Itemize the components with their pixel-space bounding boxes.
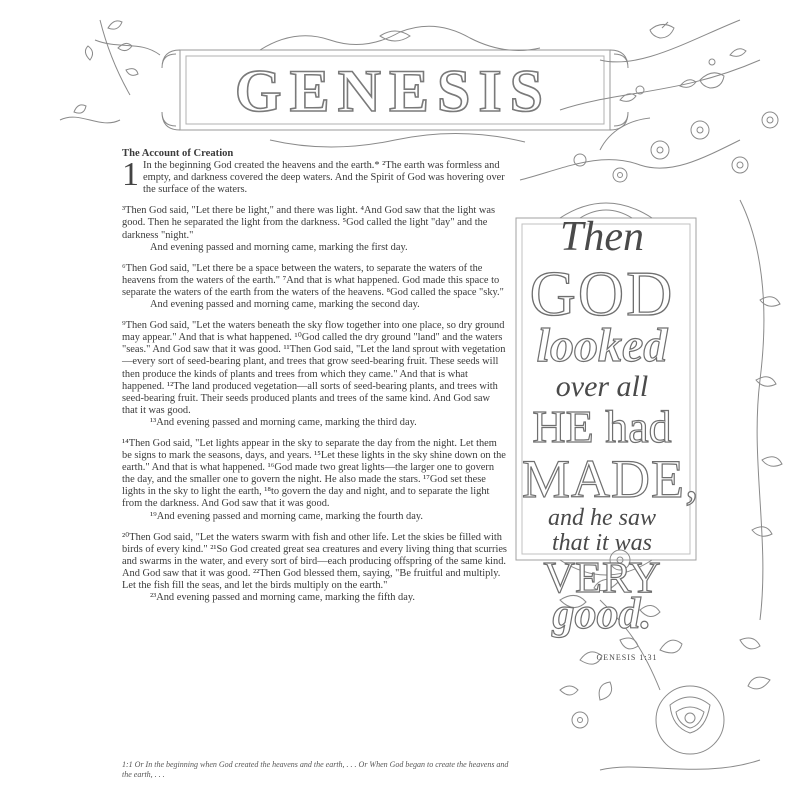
footnote: 1:1 Or In the beginning when God created the heavens and the earth, . . . Or When God began to create the heavens and the earth, . . . — [122, 760, 509, 779]
section-heading: The Account of Creation — [122, 148, 234, 159]
chapter-number: 1 — [122, 156, 139, 194]
paragraph-2 — [122, 205, 508, 253]
paragraph-4 — [122, 320, 508, 429]
paragraph-text: ³Then God said, "Let there be light," and there was light. ⁴And God saw that the light was good. Then he separated the light from the darkness. ⁵God called the light "day" and the darkness "night." — [122, 205, 496, 241]
quote-line: over all — [555, 370, 649, 403]
paragraph-1 — [122, 156, 508, 196]
quote-line: and he saw — [548, 505, 656, 531]
paragraph-text: In the beginning God created the heavens and the earth.* ²The earth was formless and empty, and darkness covered the deep waters. And the Spirit of God was hovering over the surface of the waters. — [143, 160, 505, 196]
quote-line: looked — [536, 319, 668, 372]
book-title-frame — [188, 58, 598, 124]
quote-line: HE had — [532, 401, 672, 452]
quote-line: Then — [560, 214, 644, 260]
paragraph-closing: ¹³And evening passed and morning came, marking the third day. — [150, 416, 417, 428]
paragraph-closing: ¹⁹And evening passed and morning came, marking the fourth day. — [150, 510, 423, 522]
quote-line: MADE, — [522, 449, 700, 509]
paragraph-3 — [122, 263, 508, 311]
pull-quote — [522, 210, 700, 663]
paragraph-6 — [122, 532, 508, 605]
paragraph-text: ²⁰Then God said, "Let the waters swarm with fish and other life. Let the skies be filled with birds of every kind." ²¹So God created great sea creatures and every living thing that scurries and swarms in the water, and every sort of bird—each producing offspring of the same kind. And God saw that it was good. ²²Then God blessed them, saying, "Be fruitful and multiply. Let the fish fill the seas, and let the birds multiply on the earth." — [122, 531, 507, 591]
book-title: GENESIS — [234, 57, 552, 124]
paragraph-5 — [122, 438, 508, 523]
quote-line: that it was — [551, 530, 653, 557]
paragraph-closing: ²³And evening passed and morning came, marking the fifth day. — [150, 592, 415, 604]
quote-line: good. — [552, 589, 652, 639]
quote-line: GOD — [529, 258, 675, 329]
quote-reference: GENESIS 1:31 — [596, 653, 658, 663]
paragraph-closing: And evening passed and morning came, marking the first day. — [150, 241, 408, 253]
paragraph-text: ⁶Then God said, "Let there be a space between the waters, to separate the waters of the heavens from the waters of the earth." ⁷And that is what happened. God made this space to separate the waters of the earth from the waters of the heavens. ⁸God called the space "sky." — [122, 262, 504, 298]
paragraph-text: ¹⁴Then God said, "Let lights appear in the sky to separate the day from the night. Let them be signs to mark the seasons, days, and years. ¹⁵Let these lights in the sky shine down on the earth." And that is what happened. ¹⁶God made two great lights—the larger one to govern the day, and the smaller one to govern the night. He also made the stars. ¹⁷God set these lights in the sky to light the earth, ¹⁸to govern the day and night, and to separate the light from the darkness. And God saw that it was good. — [122, 437, 506, 510]
paragraph-text: ⁹Then God said, "Let the waters beneath the sky flow together into one place, so dry ground may appear." And that is what happened. ¹⁰God called the dry ground "land" and the waters "seas." And God saw that it was good. ¹¹Then God said, "Let the land sprout with vegetation—every sort of seed-bearing plant, and trees that grow seed-bearing fruit. These seeds will then produce the kinds of plants and trees from which they came." And that is what happened. ¹²The land produced vegetation—all sorts of seed-bearing plants, and trees with seed-bearing fruit. Their seeds produced plants and trees of the same kind. And God saw that it was good. — [122, 320, 506, 416]
scripture-column — [122, 148, 508, 613]
quote-line: VERY — [543, 553, 661, 603]
paragraph-closing: And evening passed and morning came, marking the second day. — [150, 299, 420, 311]
